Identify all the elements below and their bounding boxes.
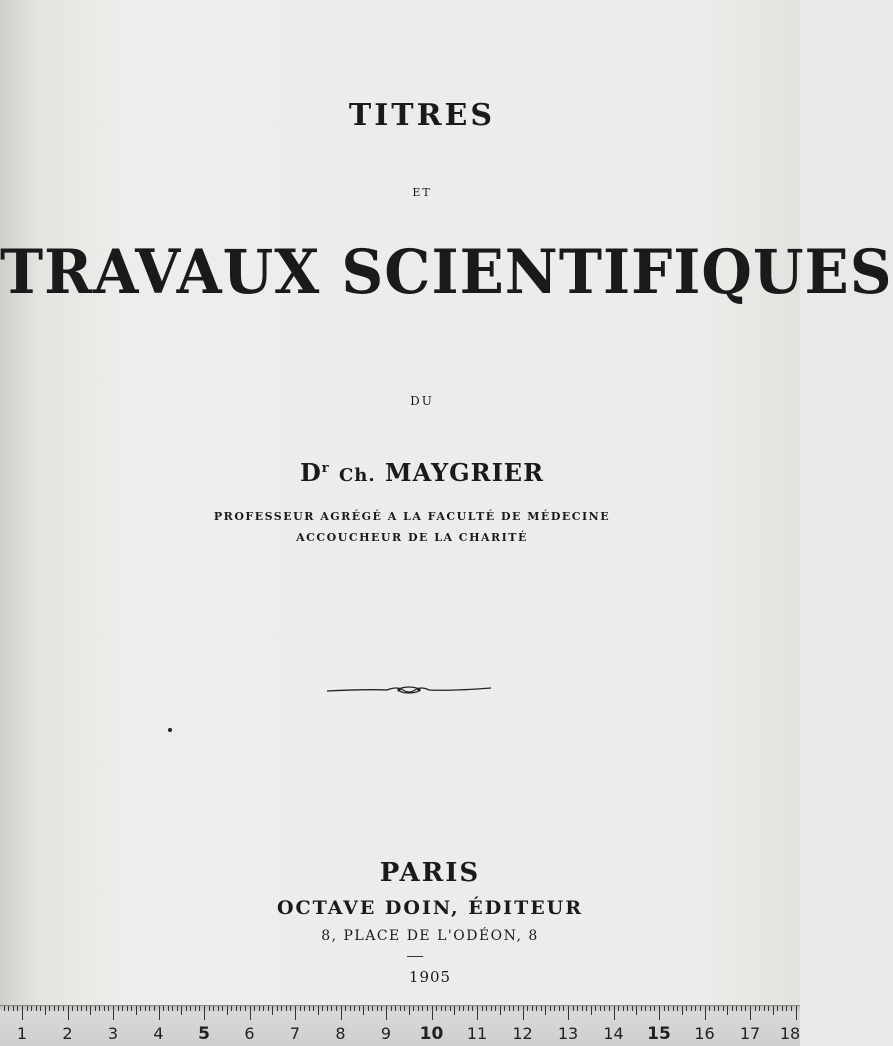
ruler-number: 12 — [512, 1024, 533, 1043]
ruler-tick — [409, 1006, 410, 1015]
ruler-tick — [58, 1006, 59, 1011]
ruler-tick — [36, 1006, 37, 1011]
ruler-tick — [113, 1006, 114, 1020]
ruler-tick — [527, 1006, 528, 1011]
ruler-tick — [345, 1006, 346, 1011]
ruler-tick — [577, 1006, 578, 1011]
ruler-tick — [422, 1006, 423, 1011]
ruler-tick — [236, 1006, 237, 1011]
ruler-tick — [777, 1006, 778, 1011]
ruler-tick — [313, 1006, 314, 1011]
ruler-tick — [63, 1006, 64, 1011]
ruler-tick — [27, 1006, 28, 1011]
ruler-tick — [445, 1006, 446, 1011]
ruler-tick — [550, 1006, 551, 1011]
ruler-tick — [263, 1006, 264, 1011]
title-line-et: ET — [412, 186, 432, 199]
ruler-tick — [700, 1006, 701, 1011]
ruler-tick — [86, 1006, 87, 1011]
ruler-tick — [163, 1006, 164, 1011]
ruler-tick — [154, 1006, 155, 1011]
ruler-tick — [654, 1006, 655, 1011]
ruler-number: 18 — [779, 1024, 801, 1043]
ruler-tick — [245, 1006, 246, 1011]
imprint-year: 1905 — [408, 968, 452, 986]
ruler-tick — [559, 1006, 560, 1011]
ruler-tick — [254, 1006, 255, 1011]
ruler-number: 15 — [647, 1024, 671, 1044]
ruler-number: 9 — [380, 1024, 392, 1043]
ruler-tick — [709, 1006, 710, 1011]
ruler-tick — [190, 1006, 191, 1011]
ruler-tick — [391, 1006, 392, 1011]
ruler-tick — [4, 1006, 5, 1011]
ruler-tick — [545, 1006, 546, 1015]
ruler-tick — [659, 1006, 660, 1020]
ruler-tick — [8, 1006, 9, 1011]
ruler-tick — [472, 1006, 473, 1011]
ruler-number: 16 — [694, 1024, 715, 1043]
ruler-tick — [108, 1006, 109, 1011]
ruler-tick — [99, 1006, 100, 1011]
ruler-tick — [677, 1006, 678, 1011]
ruler-tick — [350, 1006, 351, 1011]
ruler-tick — [736, 1006, 737, 1011]
ruler-tick — [773, 1006, 774, 1015]
ruler-tick — [518, 1006, 519, 1011]
ruler-tick — [614, 1006, 615, 1020]
ruler-tick — [272, 1006, 273, 1015]
ruler-number: 1 — [16, 1024, 28, 1043]
affiliation-professor: PROFESSEUR AGRÉGÉ A LA FACULTÉ DE MÉDECINE — [213, 510, 611, 523]
ruler-tick — [686, 1006, 687, 1011]
ruler-tick — [568, 1006, 569, 1020]
ruler-tick — [281, 1006, 282, 1011]
title-line-titres: TITRES — [348, 98, 496, 133]
ruler-tick — [218, 1006, 219, 1011]
imprint-city: PARIS — [379, 858, 481, 888]
ruler-tick — [40, 1006, 41, 1011]
ruler-tick — [341, 1006, 342, 1020]
ruler-tick — [118, 1006, 119, 1011]
ruler-tick — [573, 1006, 574, 1011]
ruler-tick — [459, 1006, 460, 1011]
ruler-tick — [750, 1006, 751, 1020]
ruler-tick — [541, 1006, 542, 1011]
ruler-tick — [318, 1006, 319, 1015]
ruler-number: 14 — [603, 1024, 624, 1043]
ruler-tick — [304, 1006, 305, 1011]
ruler-tick — [90, 1006, 91, 1015]
author-prefix-sup: r — [321, 461, 330, 476]
ruler-tick — [714, 1006, 715, 1011]
ruler-tick — [600, 1006, 601, 1011]
ruler-tick — [741, 1006, 742, 1011]
ruler-tick — [768, 1006, 769, 1011]
ruler-number: 4 — [153, 1024, 164, 1043]
ruler-tick — [240, 1006, 241, 1011]
ruler-tick — [231, 1006, 232, 1011]
ruler-tick — [127, 1006, 128, 1011]
ruler-tick — [609, 1006, 610, 1011]
ruler-tick — [204, 1006, 205, 1020]
ruler-tick — [377, 1006, 378, 1011]
ruler-number: 11 — [466, 1024, 488, 1043]
ruler-tick — [22, 1006, 23, 1020]
ruler-tick — [136, 1006, 137, 1015]
title-line-du: DU — [410, 394, 434, 408]
ruler-number: 17 — [739, 1024, 761, 1043]
ruler-number: 2 — [62, 1024, 73, 1043]
ruler-tick — [532, 1006, 533, 1011]
ruler-tick — [668, 1006, 669, 1011]
ruler-tick — [595, 1006, 596, 1011]
ruler-tick — [764, 1006, 765, 1011]
ruler-tick — [286, 1006, 287, 1011]
ruler-tick — [745, 1006, 746, 1011]
ruler-tick — [682, 1006, 683, 1015]
ruler-number: 7 — [289, 1024, 301, 1043]
ruler-tick — [227, 1006, 228, 1015]
ruler-number: 8 — [335, 1024, 346, 1043]
ruler-tick — [259, 1006, 260, 1011]
affiliation-accoucheur: ACCOUCHEUR DE LA CHARITÉ — [296, 531, 528, 544]
ruler-tick — [327, 1006, 328, 1011]
ruler-tick — [381, 1006, 382, 1011]
ruler-tick — [477, 1006, 478, 1020]
ruler-number: 6 — [244, 1024, 255, 1043]
ruler-tick — [45, 1006, 46, 1015]
ruler-tick — [450, 1006, 451, 1011]
ruler-tick — [504, 1006, 505, 1011]
ruler-tick — [623, 1006, 624, 1011]
ruler-tick — [755, 1006, 756, 1011]
ruler-tick — [718, 1006, 719, 1011]
ornament-divider — [325, 680, 495, 700]
ruler-tick — [290, 1006, 291, 1011]
ruler-tick — [395, 1006, 396, 1011]
ruler-tick — [486, 1006, 487, 1011]
ruler-tick — [454, 1006, 455, 1015]
measuring-ruler — [0, 1005, 800, 1046]
ruler-tick — [582, 1006, 583, 1011]
ruler-tick — [673, 1006, 674, 1011]
ruler-tick — [536, 1006, 537, 1011]
ruler-tick — [322, 1006, 323, 1011]
ruler-tick — [782, 1006, 783, 1011]
ruler-tick — [509, 1006, 510, 1011]
imprint-publisher: OCTAVE DOIN, ÉDITEUR — [276, 897, 584, 919]
ruler-tick — [359, 1006, 360, 1011]
ruler-number: 13 — [557, 1024, 579, 1043]
ruler-tick — [222, 1006, 223, 1011]
ruler-tick — [413, 1006, 414, 1011]
ruler-tick — [636, 1006, 637, 1015]
ruler-number: 10 — [419, 1024, 444, 1044]
ruler-tick — [195, 1006, 196, 1011]
ruler-tick — [213, 1006, 214, 1011]
ruler-number: 5 — [198, 1024, 210, 1044]
ruler-tick — [209, 1006, 210, 1011]
ruler-tick — [404, 1006, 405, 1011]
ruler-tick — [786, 1006, 787, 1011]
page-speck — [168, 728, 172, 732]
ruler-tick — [72, 1006, 73, 1011]
ruler-tick — [386, 1006, 387, 1020]
ruler-tick — [645, 1006, 646, 1011]
ruler-number: 3 — [107, 1024, 119, 1043]
ruler-tick — [81, 1006, 82, 1011]
ruler-tick — [759, 1006, 760, 1011]
ruler-tick — [586, 1006, 587, 1011]
ruler-tick — [691, 1006, 692, 1011]
ruler-tick — [300, 1006, 301, 1011]
imprint-address: 8, PLACE DE L'ODÉON, 8 — [321, 928, 539, 944]
title-line-travaux: TRAVAUX SCIENTIFIQUES — [0, 236, 893, 308]
ruler-tick — [705, 1006, 706, 1020]
ruler-tick — [427, 1006, 428, 1011]
ruler-tick — [791, 1006, 792, 1011]
ruler-tick — [149, 1006, 150, 1011]
ruler-tick — [618, 1006, 619, 1011]
ruler-tick — [732, 1006, 733, 1011]
ruler-tick — [77, 1006, 78, 1011]
author-initial: Ch. — [338, 465, 376, 486]
ruler-tick — [796, 1006, 797, 1020]
ruler-tick — [145, 1006, 146, 1011]
ruler-tick — [168, 1006, 169, 1011]
ruler-tick — [199, 1006, 200, 1011]
ruler-tick — [632, 1006, 633, 1011]
ruler-tick — [436, 1006, 437, 1011]
ruler-tick — [363, 1006, 364, 1015]
ruler-tick — [131, 1006, 132, 1011]
ruler-tick — [295, 1006, 296, 1020]
ruler-tick — [664, 1006, 665, 1011]
ruler-tick — [186, 1006, 187, 1011]
ruler-tick — [331, 1006, 332, 1011]
ruler-tick — [122, 1006, 123, 1011]
ruler-tick — [463, 1006, 464, 1011]
ruler-tick — [441, 1006, 442, 1011]
ruler-tick — [491, 1006, 492, 1011]
ruler-tick — [604, 1006, 605, 1011]
ruler-tick — [277, 1006, 278, 1011]
ruler-tick — [432, 1006, 433, 1020]
ruler-tick — [95, 1006, 96, 1011]
ruler-tick — [641, 1006, 642, 1011]
ruler-tick — [17, 1006, 18, 1011]
ruler-tick — [177, 1006, 178, 1011]
ruler-tick — [723, 1006, 724, 1011]
ruler-tick — [468, 1006, 469, 1011]
ruler-tick — [31, 1006, 32, 1011]
ruler-tick — [627, 1006, 628, 1011]
ruler-tick — [159, 1006, 160, 1020]
author-prefix: D — [299, 458, 322, 487]
ruler-tick — [591, 1006, 592, 1015]
ruler-tick — [49, 1006, 50, 1011]
ruler-tick — [104, 1006, 105, 1011]
imprint-dash — [407, 956, 423, 957]
ruler-tick — [368, 1006, 369, 1011]
ruler-tick — [650, 1006, 651, 1011]
ruler-tick — [727, 1006, 728, 1015]
ruler-tick — [500, 1006, 501, 1015]
ruler-tick — [372, 1006, 373, 1011]
ruler-tick — [140, 1006, 141, 1011]
ruler-tick — [354, 1006, 355, 1011]
ruler-tick — [695, 1006, 696, 1011]
author-name — [0, 458, 822, 487]
ruler-tick — [513, 1006, 514, 1011]
ruler-tick — [181, 1006, 182, 1015]
ruler-tick — [563, 1006, 564, 1011]
ruler-tick — [309, 1006, 310, 1011]
ruler-tick — [336, 1006, 337, 1011]
ruler-tick — [400, 1006, 401, 1011]
ruler-tick — [250, 1006, 251, 1020]
ruler-tick — [54, 1006, 55, 1011]
ruler-tick — [172, 1006, 173, 1011]
ruler-tick — [523, 1006, 524, 1020]
ruler-tick — [68, 1006, 69, 1020]
ruler-tick — [268, 1006, 269, 1011]
ruler-tick — [554, 1006, 555, 1011]
ruler-tick — [495, 1006, 496, 1011]
ruler-tick — [13, 1006, 14, 1011]
author-surname: MAYGRIER — [385, 458, 545, 487]
ruler-tick — [418, 1006, 419, 1011]
ruler-tick — [482, 1006, 483, 1011]
